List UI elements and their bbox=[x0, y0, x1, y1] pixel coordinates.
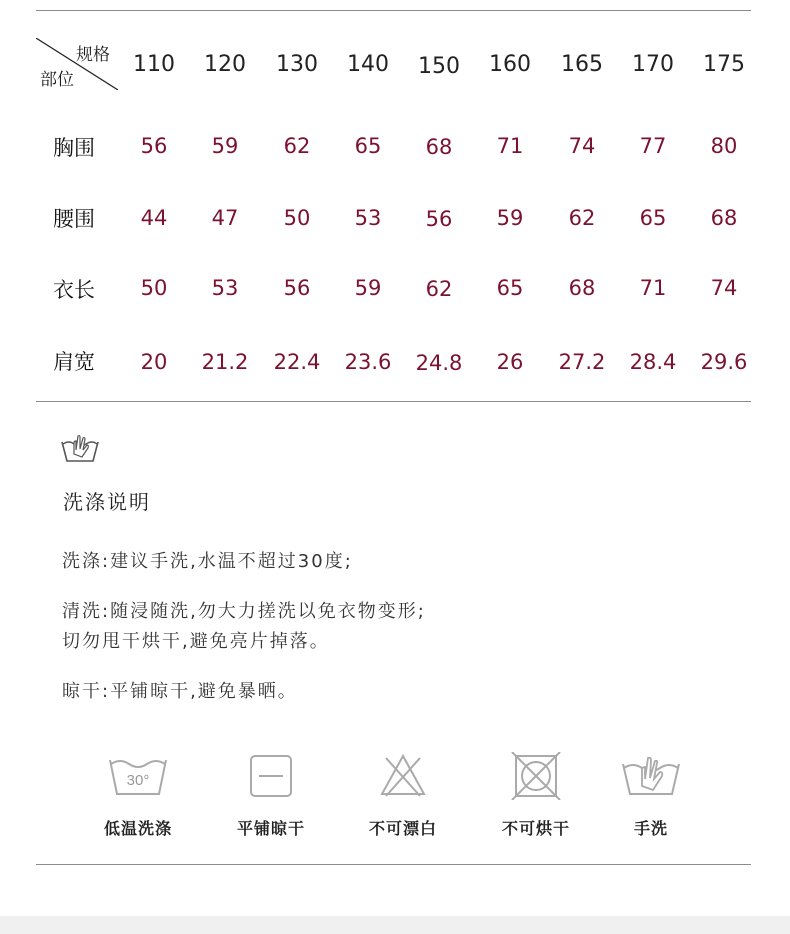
corner-label-part: 部位 bbox=[40, 70, 74, 90]
table-cell: 59 bbox=[496, 206, 524, 230]
care-icon-flat-dry bbox=[211, 752, 331, 839]
care-icon-label: 不可漂白 bbox=[368, 819, 437, 838]
care-icon-label: 平铺晾干 bbox=[236, 819, 305, 838]
size-header: 175 bbox=[703, 52, 745, 77]
table-cell: 56 bbox=[425, 207, 453, 231]
row-label: 胸围 bbox=[53, 136, 95, 160]
table-cell: 21.2 bbox=[201, 350, 249, 374]
hand-wash-icon bbox=[620, 752, 682, 800]
row-label: 腰围 bbox=[53, 207, 95, 231]
table-cell: 65 bbox=[496, 276, 524, 300]
care-icon-no-tumble-dry bbox=[476, 752, 596, 839]
table-cell: 71 bbox=[496, 134, 524, 158]
corner-label-size: 规格 bbox=[76, 45, 110, 65]
care-icon-label: 低温洗涤 bbox=[103, 819, 172, 838]
table-cell: 28.4 bbox=[629, 350, 677, 374]
top-divider bbox=[36, 10, 751, 11]
footer-band bbox=[0, 916, 790, 934]
care-icon-hand-wash bbox=[591, 752, 711, 839]
table-cell: 62 bbox=[568, 206, 596, 230]
care-title: 洗涤说明 bbox=[63, 490, 151, 514]
table-cell: 22.4 bbox=[273, 350, 321, 374]
size-header: 165 bbox=[561, 52, 603, 77]
table-cell: 65 bbox=[639, 206, 667, 230]
care-line-clean: 清洗:随浸随洗,勿大力搓洗以免衣物变形; bbox=[62, 601, 426, 622]
table-cell: 23.6 bbox=[344, 350, 392, 374]
table-cell: 50 bbox=[140, 276, 168, 300]
table-cell: 71 bbox=[639, 276, 667, 300]
care-icon-low-temp-wash bbox=[78, 752, 198, 839]
table-cell: 59 bbox=[354, 276, 382, 300]
wash-temp-badge: 30° bbox=[126, 772, 150, 789]
row-label: 肩宽 bbox=[53, 350, 95, 374]
table-cell: 44 bbox=[140, 206, 168, 230]
care-icon-no-bleach bbox=[343, 752, 463, 839]
table-cell: 74 bbox=[568, 134, 596, 158]
size-header: 140 bbox=[347, 52, 389, 77]
hand-wash-icon bbox=[60, 430, 100, 466]
size-header: 160 bbox=[489, 52, 531, 77]
care-line-drying: 晾干:平铺晾干,避免暴晒。 bbox=[62, 681, 298, 702]
size-header: 110 bbox=[133, 52, 175, 77]
size-header: 150 bbox=[418, 54, 460, 79]
table-cell: 65 bbox=[354, 134, 382, 158]
table-cell: 59 bbox=[211, 134, 239, 158]
table-bottom-divider bbox=[36, 401, 751, 402]
table-cell: 62 bbox=[425, 277, 453, 301]
care-line-wash: 洗涤:建议手洗,水温不超过30度; bbox=[62, 551, 353, 572]
table-cell: 26 bbox=[496, 350, 524, 374]
table-cell: 77 bbox=[639, 134, 667, 158]
size-header: 130 bbox=[276, 52, 318, 77]
do-not-tumble-dry-icon bbox=[505, 752, 567, 800]
table-cell: 74 bbox=[710, 276, 738, 300]
do-not-bleach-icon bbox=[372, 752, 434, 800]
table-cell: 29.6 bbox=[700, 350, 748, 374]
table-cell: 24.8 bbox=[415, 351, 463, 375]
table-cell: 56 bbox=[283, 276, 311, 300]
table-cell: 68 bbox=[425, 135, 453, 159]
table-cell: 68 bbox=[710, 206, 738, 230]
table-corner-header bbox=[36, 38, 118, 90]
table-cell: 20 bbox=[140, 350, 168, 374]
size-header: 170 bbox=[632, 52, 674, 77]
flat-dry-icon bbox=[240, 752, 302, 800]
row-label: 衣长 bbox=[53, 278, 95, 302]
table-cell: 53 bbox=[354, 206, 382, 230]
table-cell: 27.2 bbox=[558, 350, 606, 374]
low-temp-wash-icon bbox=[107, 752, 169, 800]
table-cell: 53 bbox=[211, 276, 239, 300]
size-header: 120 bbox=[204, 52, 246, 77]
care-icon-label: 手洗 bbox=[633, 819, 668, 838]
table-cell: 80 bbox=[710, 134, 738, 158]
table-cell: 56 bbox=[140, 134, 168, 158]
table-cell: 62 bbox=[283, 134, 311, 158]
size-table bbox=[36, 30, 751, 394]
bottom-divider bbox=[36, 864, 751, 865]
table-cell: 47 bbox=[211, 206, 239, 230]
table-cell: 50 bbox=[283, 206, 311, 230]
table-cell: 68 bbox=[568, 276, 596, 300]
care-icon-label: 不可烘干 bbox=[501, 819, 570, 838]
care-line-no-dry: 切勿甩干烘干,避免亮片掉落。 bbox=[62, 631, 330, 652]
